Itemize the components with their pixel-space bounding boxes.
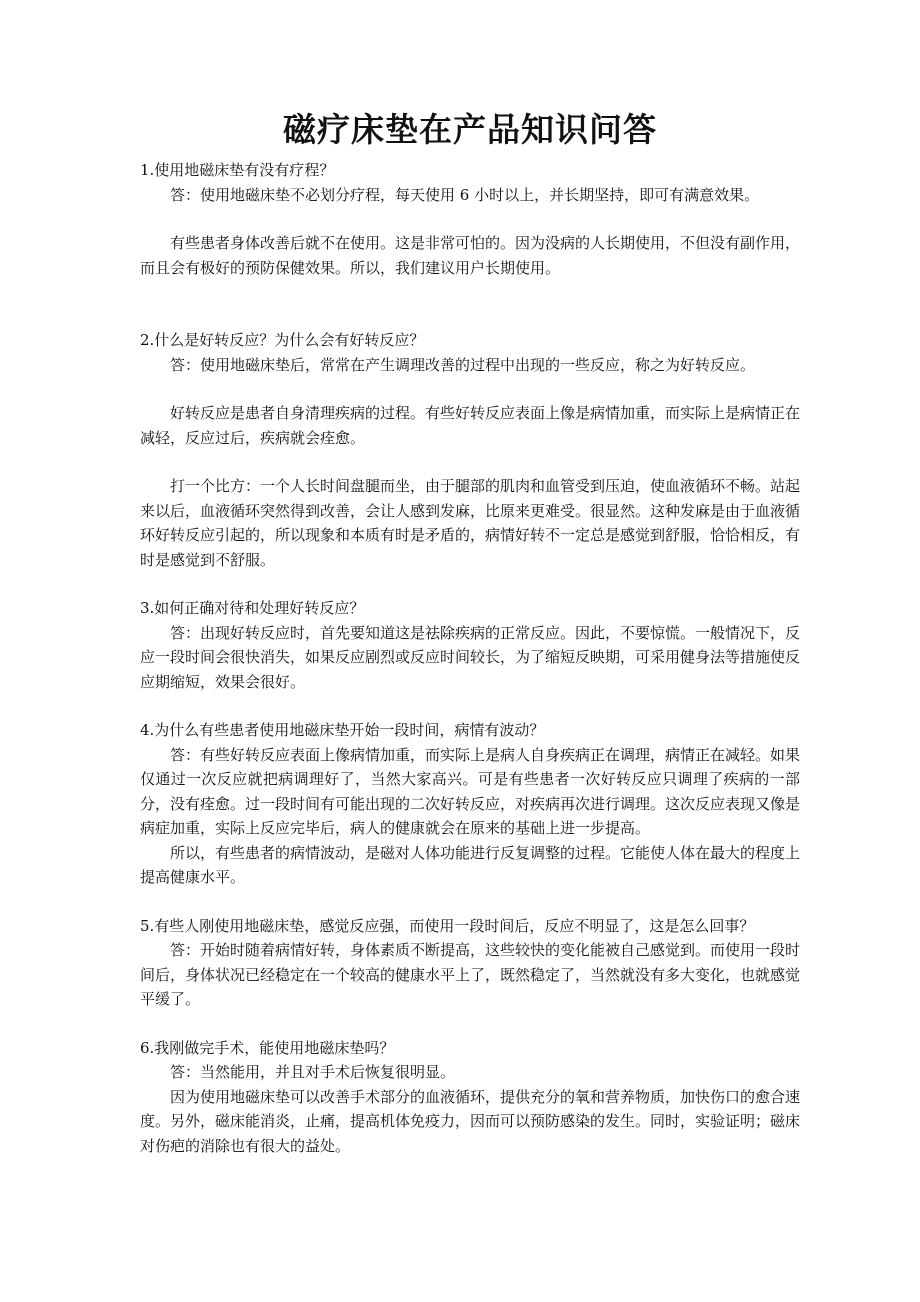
question-3: 3.如何正确对待和处理好转反应？ (140, 599, 365, 617)
qa-section-3 (140, 596, 800, 694)
question-1: 1.使用地磁床垫有没有疗程？ (140, 161, 335, 179)
answer-5-para-1: 答：开始时随着病情好转，身体素质不断提高，这些较快的变化能被自己感觉到。而使用一段时间后，身体状况已经稳定在一个较高的健康水平上了，既然稳定了，当然就没有多大变化，也就感觉平缓了。 (140, 941, 801, 1008)
question-6: 6.我刚做完手术，能使用地磁床垫吗？ (140, 1038, 395, 1057)
answer-6-para-2: 因为使用地磁床垫可以改善手术部分的血液循环，提供充分的氧和营养物质，加快伤口的愈合速度。另外，磁床能消炎，止痛，提高机体免疫力，因而可以预防感染的发生。同时，实验证明；磁床对伤疤的消除也有很大的益处。 (140, 1087, 801, 1155)
answer-4-para-2: 所以，有些患者的病情波动，是磁对人体功能进行反复调整的过程。它能使人体在最大的程度上提高健康水平。 (140, 843, 801, 886)
answer-1-para-2: 有些患者身体改善后就不在使用。这是非常可怕的。因为没病的人长期使用，不但没有副作用，而且会有极好的预防保健效果。所以，我们建议用户长期使用。 (140, 234, 801, 277)
question-4: 4.为什么有些患者使用地磁床垫开始一段时间，病情有波动？ (140, 721, 545, 739)
question-2: 2.什么是好转反应？为什么会有好转反应？ (140, 331, 425, 349)
answer-1-para-1: 答：使用地磁床垫不必划分疗程，每天使用 6 小时以上，并长期坚持，即可有满意效果。 (170, 185, 760, 204)
document-page (140, 108, 800, 1158)
answer-3-para-1: 答：出现好转反应时，首先要知道这是祛除疾病的正常反应。因此，不要惊慌。一般情况下，反应一段时间会很快消失，如果反应剧烈或反应时间较长，为了缩短反映期，可采用健身法等措施使反应期缩短，效果会很好。 (140, 623, 801, 691)
qa-section-2 (140, 328, 800, 572)
answer-2-para-3: 打一个比方：一个人长时间盘腿而坐，由于腿部的肌肉和血管受到压迫，使血液循环不畅。站起来以后，血液循环突然得到改善，会让人感到发麻，比原来更难受。很显然。这种发麻是由于血液循环好转反应引起的，所以现象和本质有时是矛盾的，病情好转不一定总是感觉到舒服，恰恰相反，有时是感觉到不舒服。 (140, 477, 801, 569)
qa-section-1 (140, 158, 800, 280)
document-title: 磁疗床垫在产品知识问答 (283, 110, 657, 149)
answer-2-para-1: 答：使用地磁床垫后，常常在产生调理改善的过程中出现的一些反应，称之为好转反应。 (170, 355, 756, 374)
answer-4-para-1: 答：有些好转反应表面上像病情加重，而实际上是病人自身疾病正在调理，病情正在减轻。如果仅通过一次反应就把病调理好了，当然大家高兴。可是有些患者一次好转反应只调理了疾病的一部分，没有痊愈。过一段时间有可能出现的二次好转反应，对疾病再次进行调理。这次反应表现又像是病症加重，实际上反应完毕后，病人的健康就会在原来的基础上进一步提高。 (140, 745, 801, 837)
qa-section-5 (140, 914, 800, 1012)
answer-2-para-2: 好转反应是患者自身清理疾病的过程。有些好转反应表面上像是病情加重，而实际上是病情正在减轻，反应过后，疾病就会痊愈。 (140, 404, 801, 447)
qa-section-4 (140, 718, 800, 890)
question-5: 5.有些人刚使用地磁床垫，感觉反应强，而使用一段时间后，反应不明显了，这是怎么回事？ (140, 916, 755, 935)
qa-section-6 (140, 1036, 800, 1159)
answer-6-para-1: 答：当然能用，并且对手术后恢复很明显。 (170, 1063, 456, 1081)
